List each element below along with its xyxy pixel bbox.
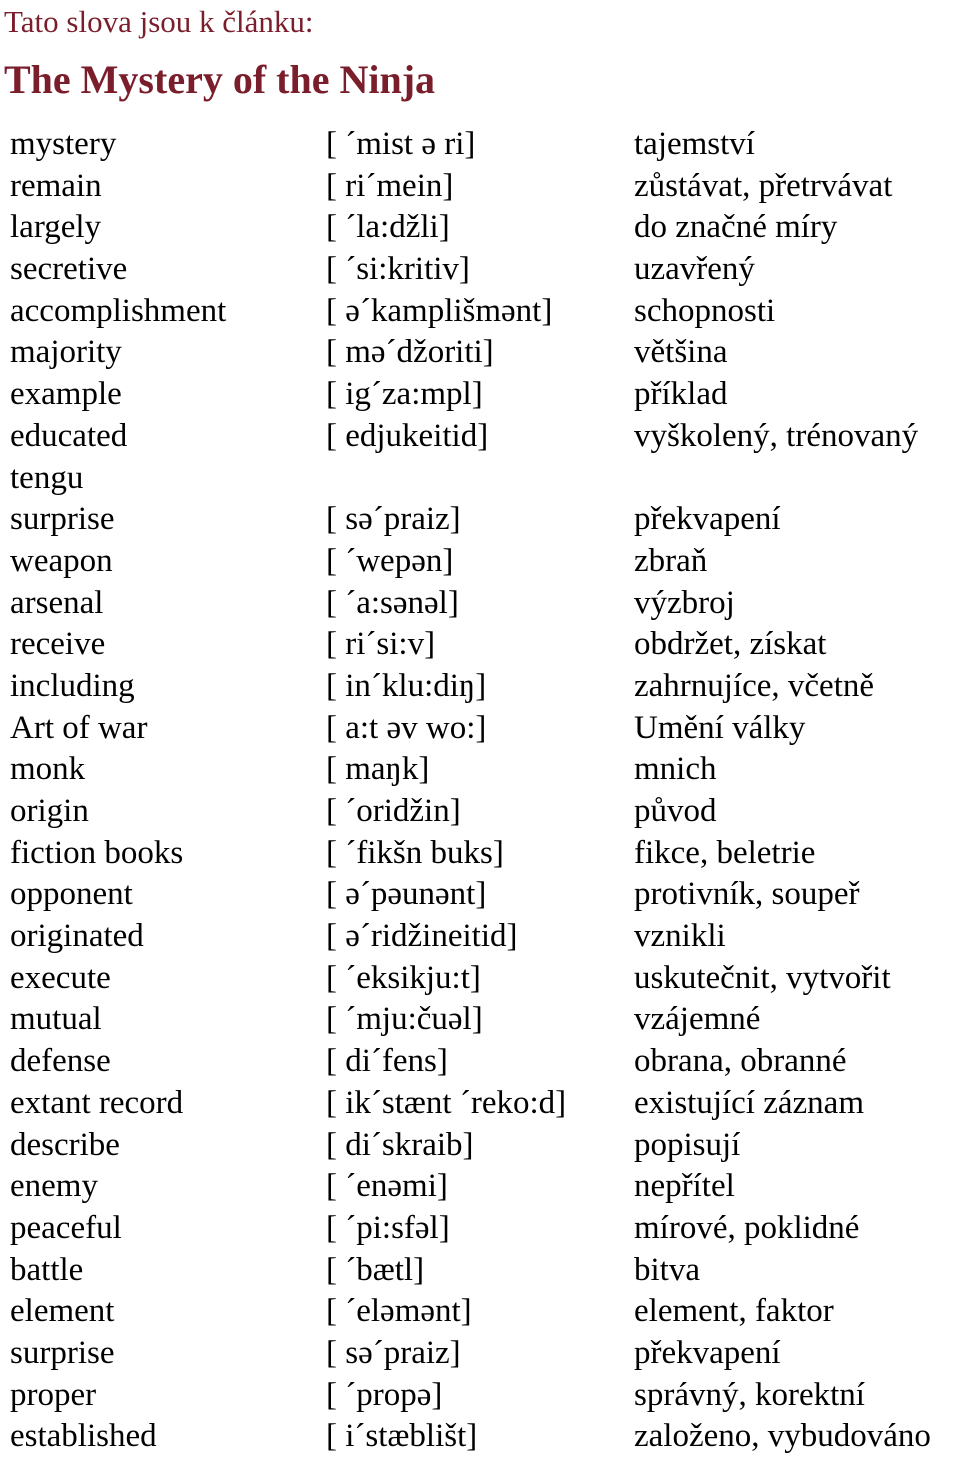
english-word: originated: [10, 918, 144, 955]
english-word: origin: [10, 793, 89, 829]
pronunciation: [ ˊpropə]: [326, 1376, 443, 1413]
vocab-row: [0, 958, 960, 1000]
vocab-row: [0, 291, 960, 333]
pronunciation: [ ˊeləmənt]: [326, 1293, 472, 1330]
pronunciation: [ əˊkamplišmənt]: [326, 292, 553, 329]
english-word: describe: [10, 1126, 120, 1163]
intro-text: Tato slova jsou k článku:: [4, 4, 314, 39]
english-word: educated: [10, 417, 128, 454]
english-word: surprise: [10, 1334, 115, 1371]
english-word: example: [10, 376, 122, 413]
pronunciation: [ igˊza:mpl]: [326, 376, 483, 413]
vocab-row: [0, 332, 960, 374]
pronunciation: [ ˊoridžin]: [326, 793, 461, 829]
pronunciation: [ inˊklu:diŋ]: [326, 667, 487, 704]
english-word: weapon: [10, 542, 113, 579]
vocab-row: [0, 1333, 960, 1375]
english-word: receive: [10, 626, 106, 663]
czech-translation: správný, korektní: [634, 1376, 865, 1413]
vocab-row: [0, 708, 960, 750]
vocab-row: [0, 207, 960, 249]
english-word: arsenal: [10, 584, 104, 621]
czech-translation: tajemství: [634, 126, 755, 162]
pronunciation: [ məˊdžoriti]: [326, 334, 494, 371]
vocab-row: [0, 791, 960, 833]
vocab-row: [0, 624, 960, 666]
vocab-row: [0, 166, 960, 208]
english-word: element: [10, 1293, 115, 1330]
vocab-row: [0, 999, 960, 1041]
vocab-row: [0, 499, 960, 541]
czech-translation: překvapení: [634, 501, 781, 538]
english-word: opponent: [10, 876, 133, 913]
vocab-row: [0, 833, 960, 875]
english-word: monk: [10, 751, 86, 788]
english-word: extant record: [10, 1084, 184, 1121]
pronunciation: [ a:t əv wo:]: [326, 709, 487, 746]
pronunciation: [ diˊfens]: [326, 1043, 448, 1080]
czech-translation: uzavřený: [634, 251, 755, 288]
czech-translation: zůstávat, přetrvávat: [634, 167, 893, 204]
czech-translation: výzbroj: [634, 584, 735, 621]
pronunciation: [ iˊstæblišt]: [326, 1418, 478, 1455]
pronunciation: [ ikˊstænt ˊreko:d]: [326, 1084, 567, 1121]
english-word: peaceful: [10, 1209, 122, 1246]
pronunciation: [ ˊwepən]: [326, 542, 454, 579]
czech-translation: element, faktor: [634, 1293, 834, 1330]
english-word: established: [10, 1418, 157, 1455]
vocab-row: [0, 1375, 960, 1417]
english-word: secretive: [10, 251, 128, 288]
pronunciation: [ səˊpraiz]: [326, 501, 461, 538]
pronunciation: [ ˊa:sənəl]: [326, 584, 459, 621]
czech-translation: příklad: [634, 376, 728, 413]
pronunciation: [ ˊpi:sfəl]: [326, 1209, 450, 1246]
vocab-row: [0, 1250, 960, 1292]
english-word: tengu: [10, 459, 84, 496]
czech-translation: původ: [634, 793, 717, 829]
czech-translation: existující záznam: [634, 1084, 864, 1121]
english-word: accomplishment: [10, 292, 227, 329]
pronunciation: [ ˊeksikju:t]: [326, 959, 481, 996]
vocab-row: [0, 1416, 960, 1458]
english-word: surprise: [10, 501, 115, 538]
vocab-row: [0, 374, 960, 416]
czech-translation: schopnosti: [634, 292, 776, 329]
czech-translation: založeno, vybudováno: [634, 1418, 931, 1455]
czech-translation: obrana, obranné: [634, 1043, 847, 1080]
czech-translation: vyškolený, trénovaný: [634, 417, 919, 454]
vocab-row: [0, 124, 960, 166]
english-word: proper: [10, 1376, 97, 1413]
pronunciation: [ ˊenəmi]: [326, 1168, 448, 1205]
english-word: including: [10, 667, 135, 704]
vocab-row: [0, 1125, 960, 1167]
czech-translation: překvapení: [634, 1334, 781, 1371]
pronunciation: [ ˊbætl]: [326, 1251, 425, 1288]
czech-translation: popisují: [634, 1126, 741, 1163]
vocab-row: [0, 874, 960, 916]
pronunciation: [ ˊfikšn buks]: [326, 834, 504, 871]
article-title: The Mystery of the Ninja: [4, 57, 436, 102]
vocab-row: [0, 1291, 960, 1333]
english-word: mystery: [10, 126, 117, 162]
vocab-row: [0, 749, 960, 791]
english-word: fiction books: [10, 834, 184, 871]
czech-translation: vzájemné: [634, 1001, 761, 1038]
czech-translation: zbraň: [634, 542, 708, 579]
english-word: mutual: [10, 1001, 102, 1038]
vocab-row: [0, 458, 960, 500]
czech-translation: mírové, poklidné: [634, 1209, 860, 1246]
pronunciation: [ ˊmju:čuəl]: [326, 1001, 483, 1038]
vocab-row: [0, 1208, 960, 1250]
vocab-row: [0, 1083, 960, 1125]
english-word: majority: [10, 334, 122, 371]
pronunciation: [ diˊskraib]: [326, 1126, 474, 1163]
vocabulary-table: [0, 124, 960, 1458]
vocab-row: [0, 541, 960, 583]
pronunciation: [ riˊmein]: [326, 167, 454, 204]
pronunciation: [ ˊla:džli]: [326, 209, 450, 246]
czech-translation: obdržet, získat: [634, 626, 827, 663]
vocab-row: [0, 666, 960, 708]
english-word: battle: [10, 1251, 84, 1288]
czech-translation: protivník, soupeř: [634, 876, 860, 913]
pronunciation: [ əˊpəunənt]: [326, 876, 487, 913]
vocab-row: [0, 1041, 960, 1083]
czech-translation: uskutečnit, vytvořit: [634, 959, 891, 996]
pronunciation: [ ˊmist ə ri]: [326, 126, 476, 162]
vocab-row: [0, 1166, 960, 1208]
czech-translation: do značné míry: [634, 209, 838, 246]
english-word: Art of war: [10, 709, 148, 746]
pronunciation: [ maŋk]: [326, 751, 430, 788]
pronunciation: [ edjukeitid]: [326, 417, 489, 454]
pronunciation: [ riˊsi:v]: [326, 626, 436, 663]
vocab-row: [0, 416, 960, 458]
pronunciation: [ ˊsi:kritiv]: [326, 251, 470, 288]
czech-translation: fikce, beletrie: [634, 834, 816, 871]
czech-translation: bitva: [634, 1251, 700, 1288]
vocab-row: [0, 916, 960, 958]
pronunciation: [ əˊridžineitid]: [326, 918, 518, 955]
czech-translation: mnich: [634, 751, 717, 788]
vocab-row: [0, 583, 960, 625]
english-word: largely: [10, 209, 102, 246]
pronunciation: [ səˊpraiz]: [326, 1334, 461, 1371]
vocab-row: [0, 249, 960, 291]
english-word: remain: [10, 167, 102, 204]
czech-translation: většina: [634, 334, 728, 371]
czech-translation: zahrnujíce, včetně: [634, 667, 875, 704]
english-word: enemy: [10, 1168, 98, 1205]
english-word: defense: [10, 1043, 111, 1080]
czech-translation: nepřítel: [634, 1168, 735, 1205]
english-word: execute: [10, 959, 111, 996]
czech-translation: vznikli: [634, 918, 726, 955]
czech-translation: Umění války: [634, 709, 806, 746]
